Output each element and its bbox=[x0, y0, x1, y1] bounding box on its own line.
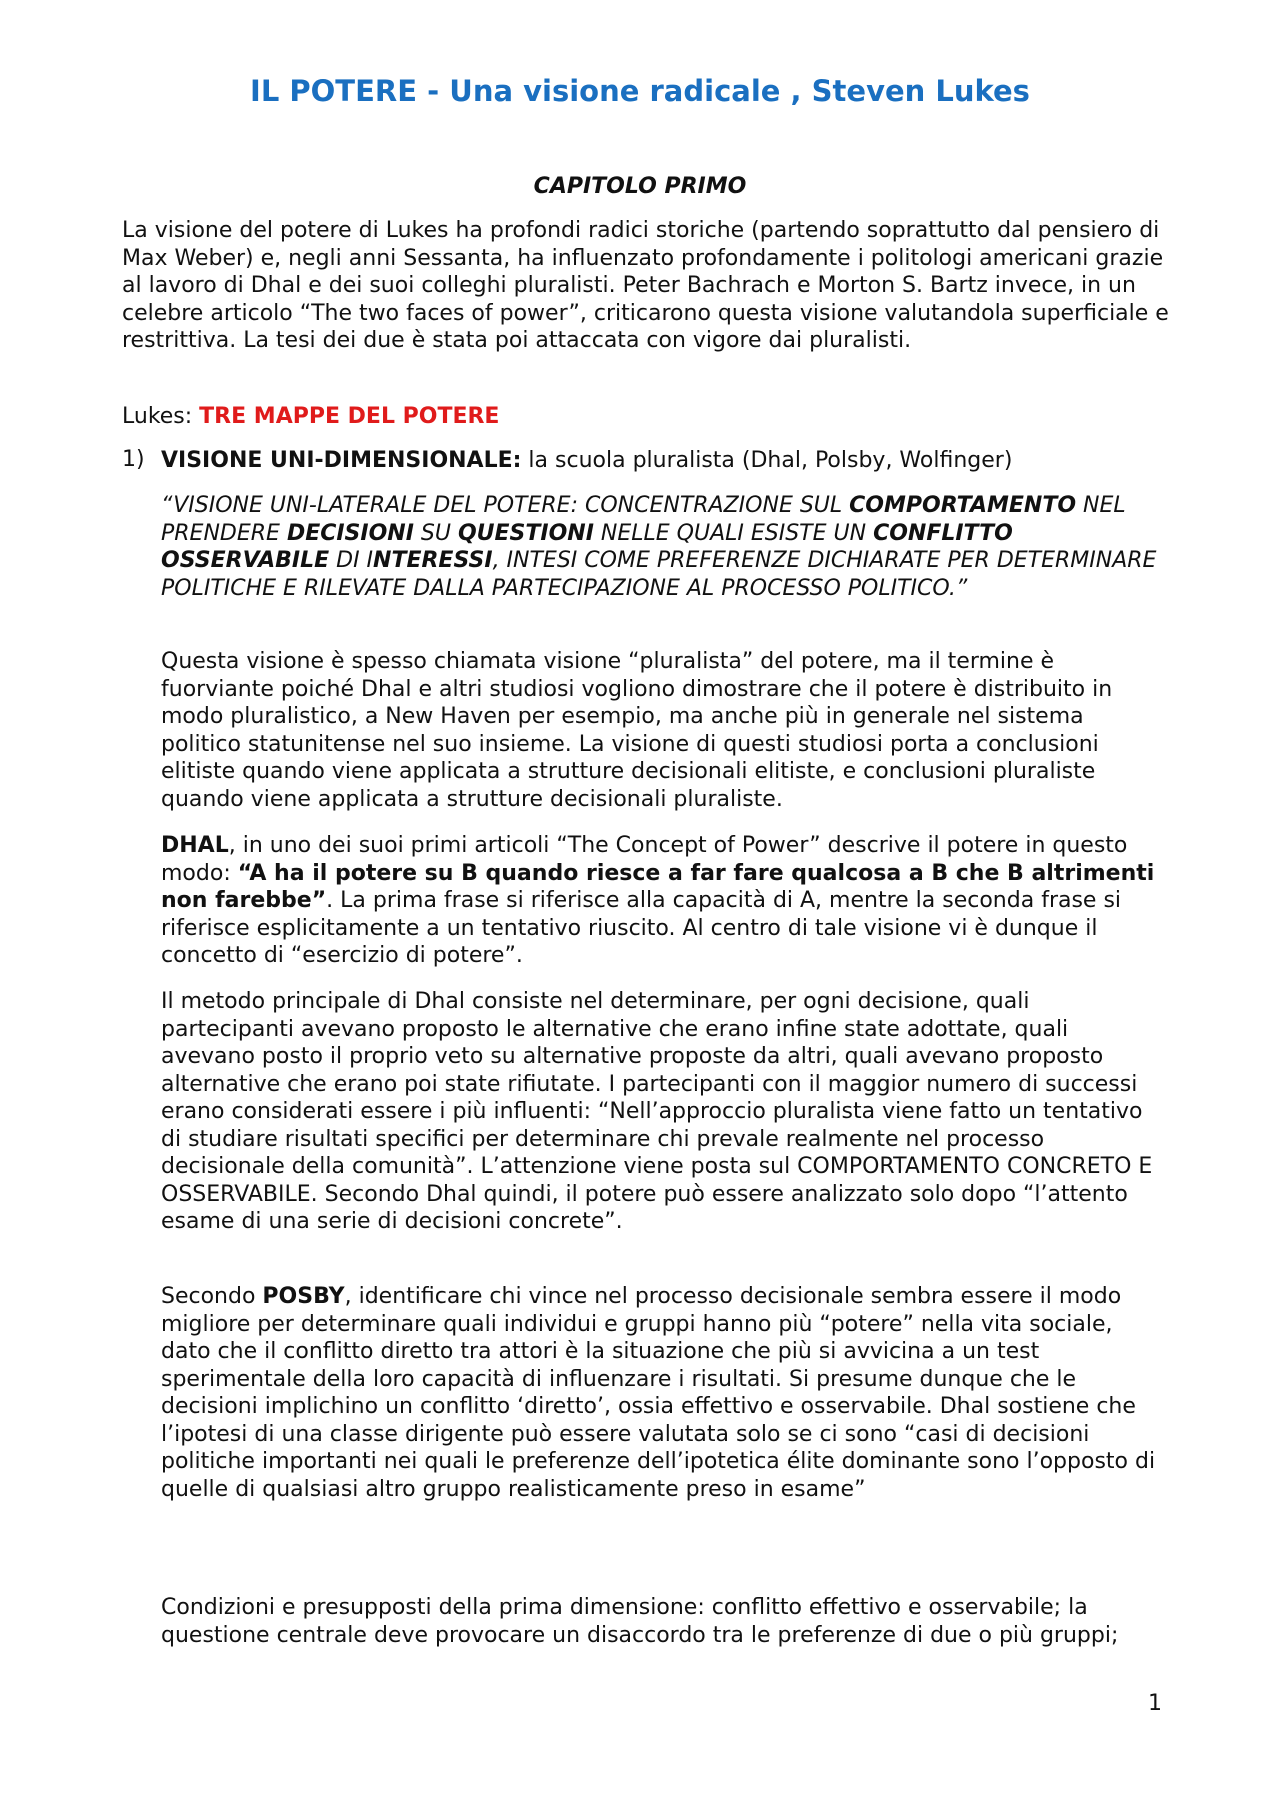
paragraph-pluralist: Questa visione è spesso chiamata visione “pluralista” del potere, ma il termine è fuorviante poiché Dhal e altri studiosi vogliono dimostrare che il potere è distribuito in modo pluralistico, a New Haven per esempio, ma anche più in generale nel sistema politico statunitense nel suo insieme. La visione di questi studiosi porta a conclusioni elitiste quando viene applicata a strutture decisionali elitiste, e conclusioni pluraliste quando viene applicata a strutture decisionali pluraliste. bbox=[161, 649, 1113, 812]
quote-emphasis: QUESTIONI bbox=[457, 520, 594, 546]
chapter-heading: CAPITOLO PRIMO bbox=[533, 174, 747, 199]
quote-emphasis: CONFLITTO OSSERVABILE bbox=[161, 520, 1013, 573]
lukes-line bbox=[122, 403, 1182, 431]
page-number: 1 bbox=[1148, 1691, 1162, 1716]
list-item-text: la scuola pluralista (Dhal, Polsby, Wolfinger) bbox=[521, 448, 1013, 473]
power-definition: “A ha il potere su B quando riesce a far fare qualcosa a B che B altrimenti non farebbe” bbox=[161, 860, 1155, 913]
paragraph-text: Secondo bbox=[161, 1284, 263, 1309]
lukes-label: Lukes: bbox=[122, 404, 200, 429]
quote-emphasis: DECISIONI bbox=[286, 520, 414, 546]
quote-text: “VISIONE UNI-LATERALE DEL POTERE: CONCENTRAZIONE SUL bbox=[161, 493, 850, 518]
quote-text: , INTESI COME PREFERENZE DICHIARATE PER DETERMINARE POLITICHE E RILEVATE DALLA PARTECIPAZIONE AL PROCESSO POLITICO.” bbox=[161, 548, 1157, 601]
quote-text: NELLE QUALI ESISTE UN bbox=[593, 520, 874, 546]
list-number: 1) bbox=[122, 447, 145, 472]
quote-text: DI I bbox=[329, 548, 374, 573]
quote-emphasis: COMPORTAMENTO bbox=[849, 493, 1077, 518]
lukes-highlight: TRE MAPPE DEL POTERE bbox=[199, 404, 500, 429]
quote-text: SU bbox=[413, 520, 458, 546]
paragraph-conditions: Condizioni e presupposti della prima dimensione: conflitto effettivo e osservabile; la questione centrale deve provocare un disaccordo tra le preferenze di due o più gruppi; bbox=[161, 1595, 1119, 1648]
paragraph-text: , in uno dei suoi primi articoli “The Concept of Power” descrive il potere in questo modo: bbox=[161, 833, 1128, 886]
list-item-heading bbox=[161, 447, 1161, 475]
paragraph-dhal bbox=[161, 832, 1163, 970]
paragraph-text: , identificare chi vince nel processo decisionale sembra essere il modo migliore per determinare quali individui e gruppi hanno più “potere” nella vita sociale, dato che il conflitto diretto tra attori è la situazione che più si avvicina a un test sperimentale della loro capacità di influenzare i risultati. Si presume dunque che le decisioni implichino un conflitto ‘diretto’, ossia effettivo e osservabile. Dhal sostiene che l’ipotesi di una classe dirigente può essere valutata solo se ci sono “casi di decisioni politiche importanti nei quali le preferenze dell’ipotetica élite dominante sono l’opposto di quelle di qualsiasi altro gruppo realisticamente preso in esame” bbox=[161, 1284, 1156, 1502]
list-item-title: VISIONE UNI-DIMENSIONALE: bbox=[161, 448, 522, 473]
paragraph-text: . La prima frase si riferisce alla capacità di A, mentre la seconda frase si riferisce esplicitamente a un tentativo riuscito. Al centro di tale visione vi è dunque il concetto di “esercizio di potere”. bbox=[161, 888, 1122, 968]
quote-text: NEL PRENDERE bbox=[161, 493, 1126, 546]
paragraph-posby bbox=[161, 1283, 1163, 1503]
paragraph-method: Il metodo principale di Dhal consiste nel determinare, per ogni decisione, quali partecipanti avevano proposto le alternative che erano infine state adottate, quali avevano posto il proprio veto su alternative proposte da altri, quali avevano proposto alternative che erano poi state rifiutate. I partecipanti con il maggior numero di successi erano considerati essere i più influenti: “Nell’approccio pluralista viene fatto un tentativo di studiare risultati specifici per determinare chi prevale realmente nel processo decisionale della comunità”. L’attenzione viene posta sul COMPORTAMENTO CONCRETO E OSSERVABILE. Secondo Dhal quindi, il potere può essere analizzato solo dopo “l’attento esame di una serie di decisioni concrete”. bbox=[161, 989, 1153, 1234]
intro-paragraph: La visione del potere di Lukes ha profondi radici storiche (partendo soprattutto dal pensiero di Max Weber) e, negli anni Sessanta, ha influenzato profondamente i politologi americani grazie al lavoro di Dhal e dei suoi colleghi pluralisti. Peter Bachrach e Morton S. Bartz invece, in un celebre articolo “The two faces of power”, criticarono questa visione valutandola superficiale e restrittiva. La tesi dei due è stata poi attaccata con vigore dai pluralisti. bbox=[122, 218, 1169, 353]
document-title: IL POTERE - Una visione radicale , Steven Lukes bbox=[250, 74, 1030, 108]
author-name: POSBY bbox=[262, 1284, 345, 1309]
quote-emphasis: NTERESSI bbox=[373, 548, 493, 573]
definition-quote bbox=[161, 492, 1163, 602]
author-name: DHAL bbox=[161, 833, 229, 858]
